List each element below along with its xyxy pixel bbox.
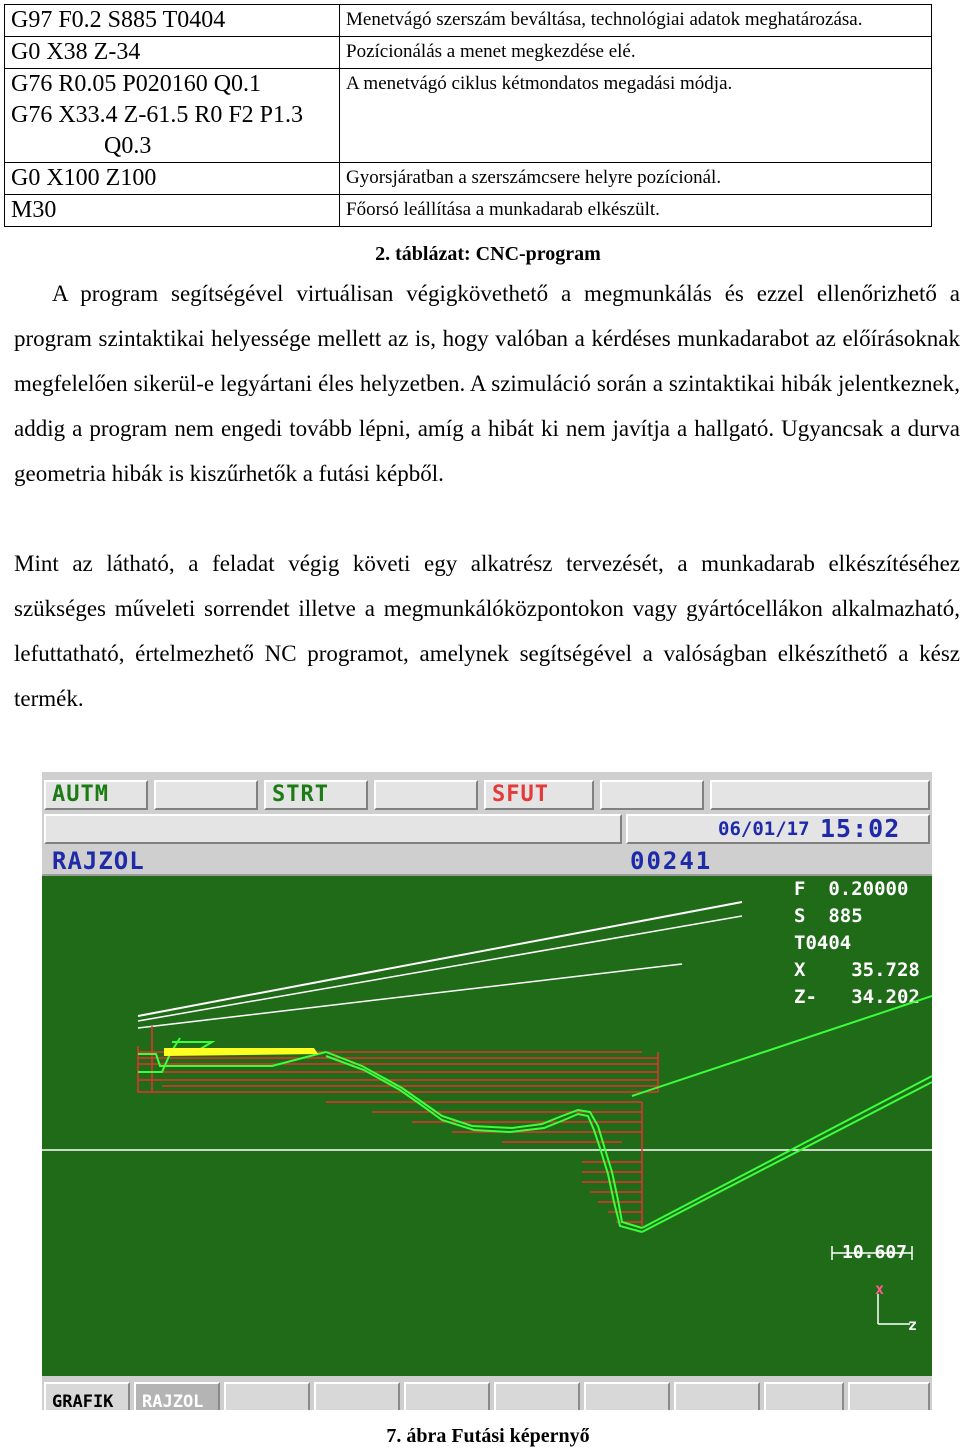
- code-cell: [5, 5, 340, 37]
- date-readout: 06/01/17: [718, 818, 810, 840]
- code-line: G97 F0.2 S885 T0404: [11, 7, 226, 33]
- description-cell: A menetvágó ciklus kétmondatos megadási módja.: [340, 69, 932, 163]
- empty-status-field: [710, 780, 930, 810]
- code-line: M30: [11, 197, 57, 223]
- softkey-empty[interactable]: [764, 1382, 844, 1410]
- softkey-grafik[interactable]: GRAFIK: [44, 1382, 130, 1410]
- readout-label: S: [794, 905, 806, 927]
- softkey-empty[interactable]: [314, 1382, 400, 1410]
- code-cell: [5, 195, 340, 227]
- table-row: [5, 5, 932, 37]
- description-cell: Gyorsjáratban a szerszámcsere helyre pozícionál.: [340, 163, 932, 195]
- mode-key-autm[interactable]: AUTM: [44, 780, 148, 810]
- mode-key-strt[interactable]: STRT: [264, 780, 368, 810]
- readout-label: T0404: [794, 932, 852, 954]
- paragraph: A program segítségével virtuálisan végigkövethető a megmunkálás és ezzel ellenőrizhető a program szintaktikai helyessége mellett az is, hogy valóban a kérdéses munkadarabot az előírásoknak megfelelően sikerül-e legyártani éles helyzetben. A szimuláció során a szintaktikai hibák jelentkeznek, addig a program nem engedi tovább lépni, amíg a hibát ki nem javítja a hallgató. Ugyancsak a durva geometria hibák is kiszűrhetők a futási képből.: [14, 281, 960, 486]
- readout-value: 35.728: [851, 959, 920, 981]
- softkey-empty[interactable]: [224, 1382, 310, 1410]
- softkey-empty[interactable]: [674, 1382, 760, 1410]
- toolpath-drawing: [42, 876, 932, 1376]
- softkey-empty[interactable]: [848, 1382, 930, 1410]
- softkey-empty[interactable]: [584, 1382, 670, 1410]
- part-profile: [138, 996, 932, 1232]
- rapid-line: [138, 916, 742, 1021]
- screen-title-bar: [42, 848, 932, 876]
- thread-pass: [164, 1048, 318, 1056]
- softkey-empty[interactable]: [404, 1382, 490, 1410]
- softkey-rajzol[interactable]: RAJZOL: [134, 1382, 220, 1410]
- rapid-line: [138, 902, 742, 1016]
- code-cell: [5, 163, 340, 195]
- readout-value: 34.202: [851, 986, 920, 1008]
- axis-z-label: z: [908, 1316, 918, 1334]
- scale-value: 10.607: [842, 1242, 908, 1263]
- program-number: 00241: [630, 847, 713, 875]
- table-row: [5, 163, 932, 195]
- table-row: [5, 195, 932, 227]
- readout-label: X: [794, 959, 806, 981]
- description-cell: Menetvágó szerszám beváltása, technológiai adatok meghatározása.: [340, 5, 932, 37]
- readout-value: 885: [828, 905, 863, 927]
- code-line: G76 R0.05 P020160 Q0.1: [11, 71, 262, 97]
- roughing-passes: [138, 1026, 658, 1226]
- code-line: G0 X38 Z-34: [11, 39, 141, 65]
- code-cell: [5, 37, 340, 69]
- mode-key-sfut[interactable]: SFUT: [484, 780, 594, 810]
- code-line: Q0.3: [104, 133, 152, 159]
- readout-label: F: [794, 878, 806, 900]
- code-cell: [5, 69, 340, 163]
- empty-status-field: [600, 780, 704, 810]
- time-readout: 15:02: [820, 814, 901, 843]
- message-field: [44, 814, 622, 844]
- empty-status-field: [154, 780, 258, 810]
- screen-title: RAJZOL: [52, 847, 145, 875]
- cnc-program-table: [4, 4, 932, 227]
- table-row: [5, 37, 932, 69]
- softkey-empty[interactable]: [494, 1382, 580, 1410]
- code-line: G0 X100 Z100: [11, 165, 157, 191]
- readout-label: Z-: [794, 986, 817, 1008]
- figure-caption: 7. ábra Futási képernyő: [386, 1425, 590, 1447]
- cnc-run-screen: [42, 772, 932, 1410]
- code-line: G76 X33.4 Z-61.5 R0 F2 P1.3: [11, 102, 304, 128]
- paragraph: Mint az látható, a feladat végig követi egy alkatrész tervezését, a munkadarab elkészítéséhez szükséges műveleti sorrendet illetve a megmunkálóközpontokon vagy gyártócellákon alkalmazható, lefuttatható, értelmezhető NC programot, amelynek segítségével a valóságban elkészíthető a kész termék.: [14, 551, 960, 711]
- table-row: [5, 69, 932, 163]
- table-caption: 2. táblázat: CNC-program: [375, 243, 601, 265]
- empty-status-field: [374, 780, 478, 810]
- description-cell: Pozícionálás a menet megkezdése elé.: [340, 37, 932, 69]
- readout-value: 0.20000: [828, 878, 909, 900]
- description-cell: Főorsó leállítása a munkadarab elkészült.: [340, 195, 932, 227]
- axis-x-label: x: [875, 1280, 885, 1298]
